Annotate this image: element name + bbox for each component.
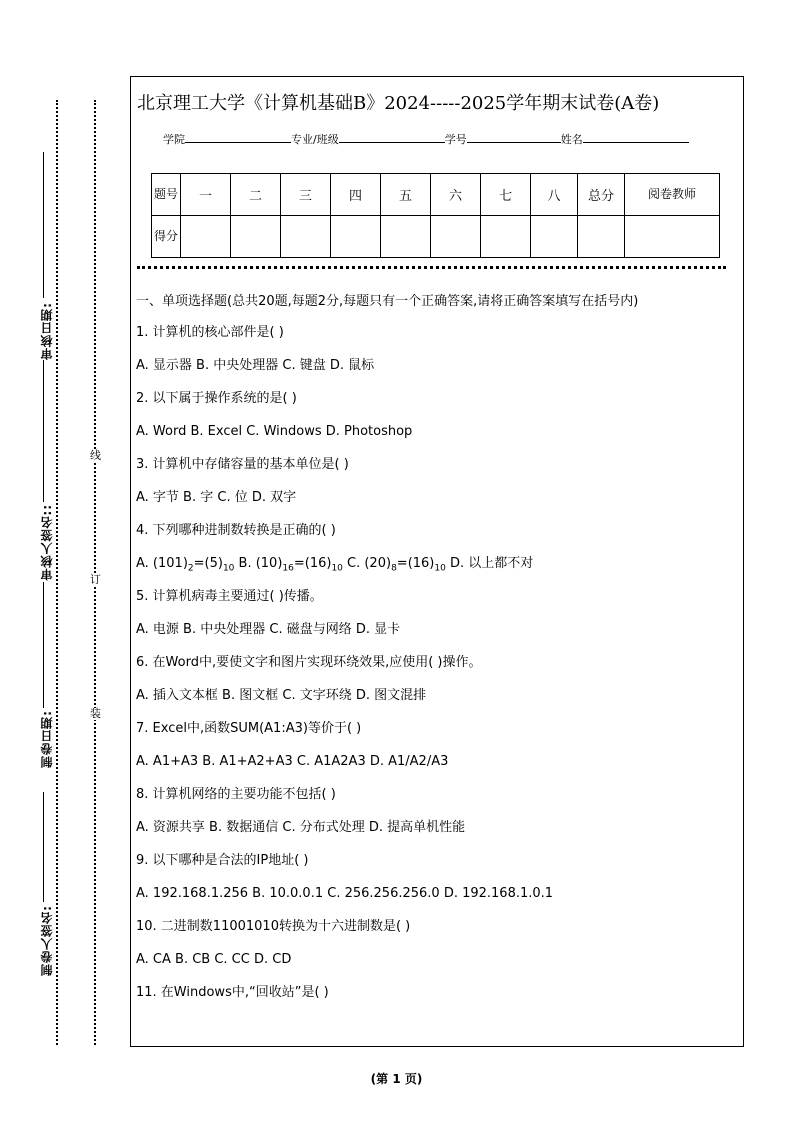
prepare-date-line: [43, 582, 44, 708]
reviewer-signature-line: [43, 360, 44, 502]
question-1: 1. 计算机的核心部件是( ): [136, 325, 284, 340]
question-list: [136, 291, 738, 1016]
score-table: [151, 173, 720, 258]
question-2: 2. 以下属于操作系统的是( ): [136, 391, 297, 406]
binding-char-bind: 装: [90, 707, 101, 720]
options-10: A. CA B. CB C. CC D. CD: [136, 952, 292, 967]
score-cell[interactable]: [531, 216, 578, 258]
question-3: 3. 计算机中存储容量的基本单位是( ): [136, 457, 349, 472]
major-class-label: 专业/班级: [291, 133, 339, 146]
col-5: 五: [381, 174, 431, 216]
score-cell[interactable]: [231, 216, 281, 258]
college-field[interactable]: [185, 131, 291, 143]
options-8: A. 资源共享 B. 数据通信 C. 分布式处理 D. 提高单机性能: [136, 820, 466, 835]
binding-dotted-line-outer: [56, 100, 58, 1045]
question-7: 7. Excel中,函数SUM(A1:A3)等价于( ): [136, 721, 362, 736]
col-6: 六: [431, 174, 481, 216]
col-total: 总分: [578, 174, 625, 216]
col-1: 一: [181, 174, 231, 216]
prepare-date-label: 制卷日期:: [40, 710, 54, 768]
binding-char-line: 线: [90, 449, 101, 462]
question-6: 6. 在Word中,要使文字和图片实现环绕效果,应使用( )操作。: [136, 655, 482, 670]
score-cell[interactable]: [381, 216, 431, 258]
page-number: (第 1 页): [370, 1072, 423, 1086]
section-title: 一、单项选择题(总共20题,每题2分,每题只有一个正确答案,请将正确答案填写在括号内): [136, 294, 639, 309]
options-2: A. Word B. Excel C. Windows D. Photoshop: [136, 424, 413, 439]
options-3: A. 字节 B. 字 C. 位 D. 双字: [136, 490, 297, 505]
question-9: 9. 以下哪种是合法的IP地址( ): [136, 853, 309, 868]
question-11: 11. 在Windows中,“回收站”是( ): [136, 985, 329, 1000]
student-info-row: [163, 131, 689, 147]
major-class-field[interactable]: [339, 131, 445, 143]
name-field[interactable]: [583, 131, 689, 143]
score-cell[interactable]: [481, 216, 531, 258]
question-4: 4. 下列哪种进制数转换是正确的( ): [136, 523, 336, 538]
options-6: A. 插入文本框 B. 图文框 C. 文字环绕 D. 图文混排: [136, 688, 427, 703]
preparer-signature-label: 制卷人签名:: [40, 905, 54, 976]
reviewer-signature-label: 审核人签名::: [40, 504, 54, 581]
student-id-field[interactable]: [467, 131, 561, 143]
review-date-label: 审核日期:: [40, 302, 54, 360]
score-cell[interactable]: [578, 216, 625, 258]
options-4: A. $(101)_2=(5)_{10}$ B. $(10)_{16}=(16)_{10}$ C. $(20)_8=(16)_{10}$ D. 以上都不对: [136, 556, 534, 574]
options-9: A. 192.168.1.256 B. 10.0.0.1 C. 256.256.256.0 D. 192.168.1.0.1: [136, 886, 554, 901]
row-label-question-number: 题号: [152, 174, 181, 216]
score-cell[interactable]: [281, 216, 331, 258]
col-3: 三: [281, 174, 331, 216]
options-1: A. 显示器 B. 中央处理器 C. 键盘 D. 鼠标: [136, 358, 375, 373]
col-4: 四: [331, 174, 381, 216]
score-cell[interactable]: [331, 216, 381, 258]
question-5: 5. 计算机病毒主要通过( )传播。: [136, 589, 323, 604]
exam-title: 北京理工大学《计算机基础B》2024-----2025学年期末试卷(A卷): [137, 93, 660, 114]
options-5: A. 电源 B. 中央处理器 C. 磁盘与网络 D. 显卡: [136, 622, 401, 637]
row-label-score: 得分: [152, 216, 181, 258]
dotted-separator: [137, 266, 726, 269]
student-id-label: 学号: [444, 133, 467, 146]
col-8: 八: [531, 174, 578, 216]
options-7: A. A1+A3 B. A1+A2+A3 C. A1A2A3 D. A1/A2/A3: [136, 754, 449, 769]
review-date-line: [43, 152, 44, 298]
question-8: 8. 计算机网络的主要功能不包括( ): [136, 787, 336, 802]
col-2: 二: [231, 174, 281, 216]
name-label: 姓名: [560, 133, 583, 146]
score-cell[interactable]: [181, 216, 231, 258]
question-10: 10. 二进制数11001010转换为十六进制数是( ): [136, 919, 411, 934]
grader-cell[interactable]: [625, 216, 720, 258]
col-7: 七: [481, 174, 531, 216]
col-grader: 阅卷教师: [625, 174, 720, 216]
preparer-signature-line: [43, 792, 44, 902]
binding-char-order: 订: [90, 573, 101, 586]
college-label: 学院: [163, 133, 185, 146]
score-cell[interactable]: [431, 216, 481, 258]
